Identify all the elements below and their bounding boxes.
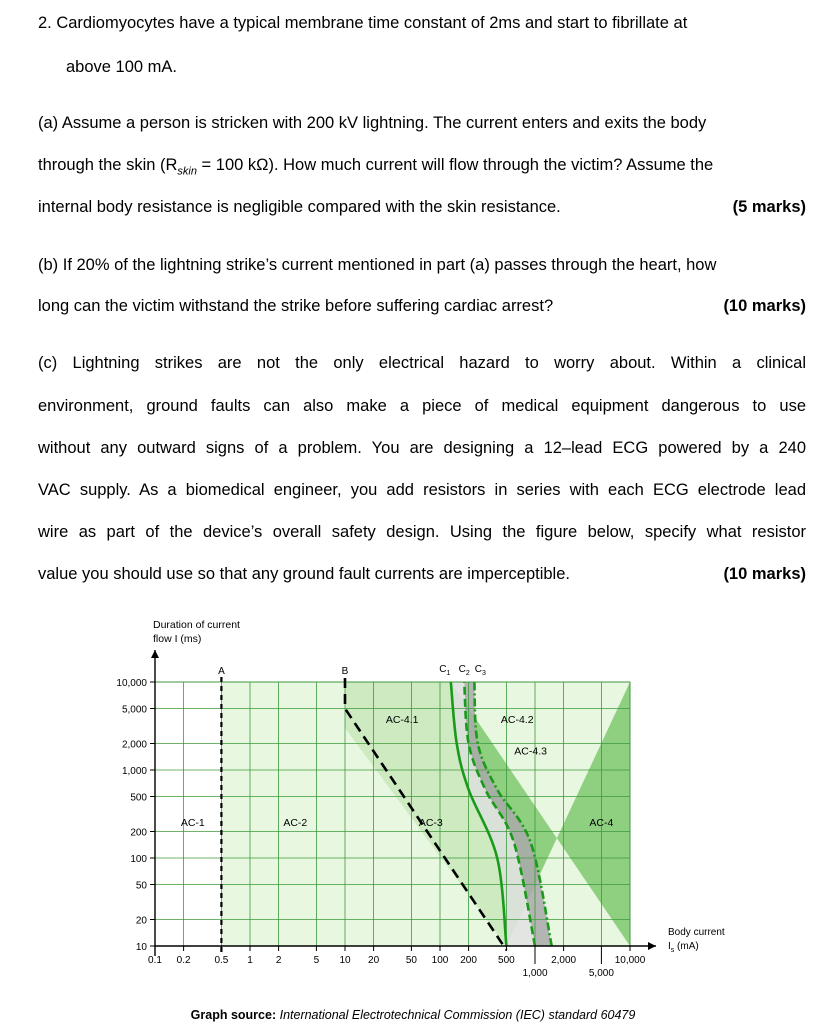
y-tick-label: 5,000 [121,704,147,716]
y-tick-label: 500 [130,792,147,804]
part-c-line6: value you should use so that any ground fault currents are imperceptible. [38,565,570,583]
x-tick-label: 5,000 [588,968,614,979]
curve-label-c1: $C_1$ [439,664,451,677]
zone-label-ac3: AC-3 [418,817,443,830]
part-b-marks: (10 marks) [723,297,806,315]
zone-label-ac2: AC-2 [283,817,308,830]
x-tick-label: 10,000 [614,955,646,966]
y-axis-arrow [151,650,159,658]
y-tick-label: 2,000 [121,739,147,751]
part-c-line5: wire as part of the device’s overall safety design. Using the figure below, specify what resistor [38,523,806,541]
zone-label-ac43: AC-4.3 [514,745,547,758]
zone-label-ac4: AC-4 [589,817,614,830]
graph-source [0,1008,826,1022]
y-tick-label: 20 [135,915,147,927]
part-c-line4: VAC supply. As a biomedical engineer, you add resistors in series with each ECG electrode lead [38,481,806,499]
x-tick-label: 1 [247,955,253,966]
part-a-line2-post: = 100 kΩ). How much current will flow through the victim? Assume the [196,156,714,174]
graph-source-label: Graph source: [190,1008,277,1022]
x-tick-label: 2,000 [551,955,577,966]
part-b-line2: long can the victim withstand the strike before suffering cardiac arrest? [38,297,554,315]
y-tick-label: 10,000 [116,678,147,689]
y-tick-label: 200 [130,827,147,839]
y-tick-label: 1,000 [121,766,147,777]
x-tick-label: 0.2 [176,955,191,966]
iec-60479-chart [100,612,760,1002]
y-axis-title-line1: Duration of current [153,619,240,631]
x-tick-label: 500 [498,955,515,966]
zone-label-ac1: AC-1 [180,817,205,830]
x-tick-label: 200 [460,955,477,966]
x-tick-label: 0.5 [214,955,229,966]
x-tick-label: 20 [368,955,380,966]
y-axis-title-line2: flow I (ms) [153,633,202,645]
curve-label-c2: $C_2$ [458,664,470,677]
zone-label-ac41: AC-4.1 [385,713,419,726]
x-axis-arrow [648,942,656,950]
part-c-line1: (c) Lightning strikes are not the only electrical hazard to worry about. Within a clinical [38,354,806,372]
curve-label-a: A [218,666,225,677]
x-tick-label: 1,000 [522,968,548,979]
r-skin-subscript: skin [177,165,197,178]
part-a-line1: (a) Assume a person is stricken with 200 kV lightning. The current enters and exits the body [38,114,707,132]
part-a-line3: internal body resistance is negligible compared with the skin resistance. [38,198,561,216]
question-intro-line1: 2. Cardiomyocytes have a typical membrane time constant of 2ms and start to fibrillate at [38,14,688,32]
part-b-line1: (b) If 20% of the lightning strike’s current mentioned in part (a) passes through the heart, how [38,256,717,274]
x-tick-label: 100 [431,955,449,966]
x-tick-label: 50 [405,955,417,966]
x-axis-title-line1: Body current [668,927,725,938]
x-tick-label: 10 [339,955,351,966]
part-c-marks: (10 marks) [723,565,806,583]
y-tick-label: 10 [135,942,147,953]
part-a-line2-pre: through the skin (R [38,156,178,174]
part-c-line2: environment, ground faults can also make a piece of medical equipment dangerous to use [38,397,806,415]
x-tick-label: 0.1 [148,955,162,966]
x-tick-label: 2 [275,955,282,966]
x-axis-title-line2: $I_s$ (mA) [668,941,699,954]
y-tick-label: 100 [130,854,147,865]
y-tick-label: 50 [135,880,147,892]
zone-label-ac42: AC-4.2 [500,713,534,726]
curve-label-b: B [341,666,349,677]
graph-source-text: International Electrotechnical Commission (IEC) standard 60479 [279,1008,636,1022]
curve-label-c3: $C_3$ [474,664,486,677]
part-c-line3: without any outward signs of a problem. You are designing a 12–lead ECG powered by a 240 [38,439,806,457]
question-intro-line2: above 100 mA. [66,58,177,76]
x-tick-label: 5 [313,955,320,966]
part-a-marks: (5 marks) [732,198,806,216]
part-a-line2 [38,156,713,177]
